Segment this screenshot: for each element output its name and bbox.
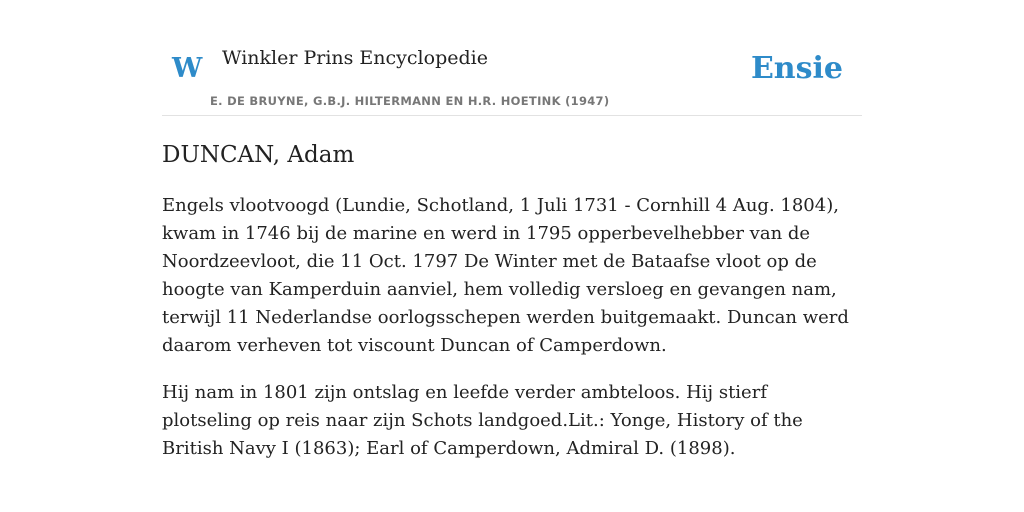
article-paragraph-1: Engels vlootvoogd (Lundie, Schotland, 1 Juli 1731 - Cornhill 4 Aug. 1804), kwam in 1746 bij de marine en werd in 1795 opperbevelhebber van de Noordzeevloot, die 11 Oct. 1797 De Winter met de Bataafse vloot op de hoogte van Kamperduin aanviel, hem volledig versloeg en gevangen nam, terwijl 11 Nederlandse oorlogsschepen werden buitgemaakt. Duncan werd daarom verheven tot viscount Duncan of Camperdown.	[162, 195, 849, 356]
encyclopedia-logo-icon[interactable]: W	[172, 53, 203, 84]
article-paragraph-2: Hij nam in 1801 zijn ontslag en leefde verder ambteloos. Hij stierf plotseling op reis naar zijn Schots landgoed.Lit.: Yonge, History of the British Navy I (1863); Earl of Camperdown, Admiral D. (1898).	[162, 382, 803, 459]
encyclopedia-title[interactable]: Winkler Prins Encyclopedie	[222, 47, 488, 69]
article-title: DUNCAN, Adam	[162, 142, 355, 168]
encyclopedia-authors: E. DE BRUYNE, G.B.J. HILTERMANN EN H.R. HOETINK (1947)	[210, 94, 610, 108]
article	[162, 138, 862, 463]
ensie-logo[interactable]: Ensie	[750, 51, 843, 86]
header	[162, 40, 862, 116]
